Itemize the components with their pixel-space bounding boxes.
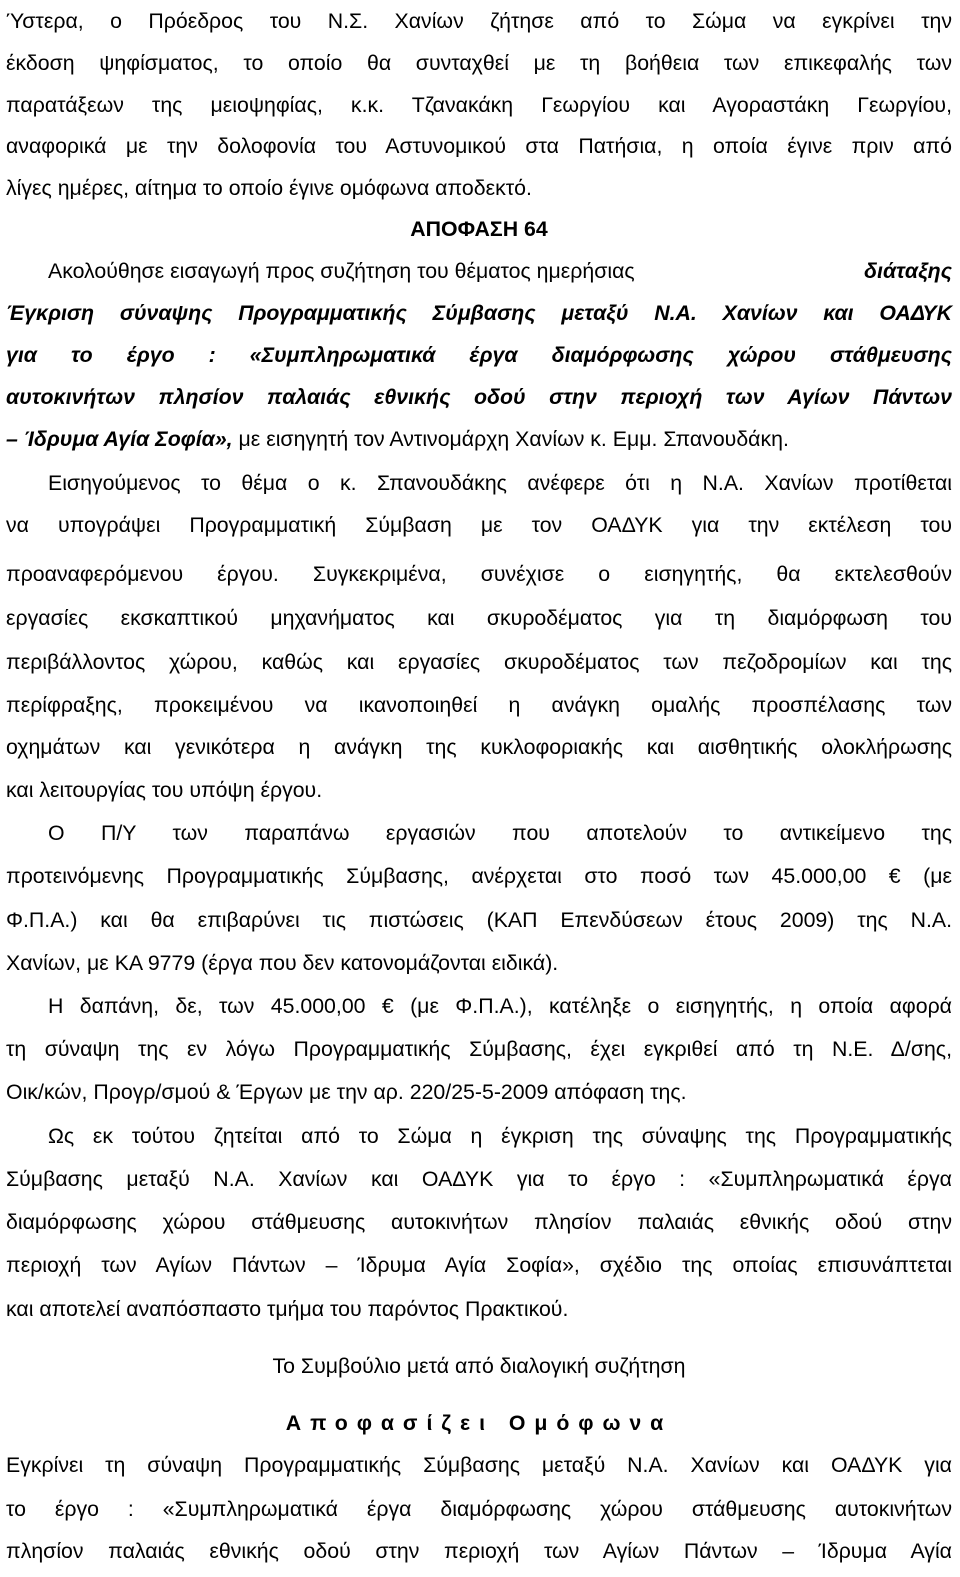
text-fragment: Ακολούθησε εισαγωγή προς συζήτηση του θέματος ημερήσιας	[48, 259, 635, 283]
text-line: Ο Π/Υ των παραπάνω εργασιών που αποτελούν το αντικείμενο της	[48, 821, 952, 845]
text-line: Εισηγούμενος το θέμα ο κ. Σπανουδάκης ανέφερε ότι η Ν.Α. Χανίων προτίθεται	[48, 471, 952, 495]
agenda-intro-line	[6, 250, 952, 292]
text-line: περιβάλλοντος χώρου, καθώς και εργασίες σκυροδέματος των πεζοδρομίων και της	[6, 650, 952, 674]
text-line: Ως εκ τούτου ζητείται από το Σώμα η έγκριση της σύναψης της Προγραμματικής	[48, 1124, 952, 1148]
text-line: το έργο : «Συμπληρωματικά έργα διαμόρφωσης χώρου στάθμευσης αυτοκινήτων	[6, 1497, 952, 1521]
text-line: προαναφερόμενου έργου. Συγκεκριμένα, συνέχισε ο εισηγητής, θα εκτελεσθούν	[6, 562, 952, 586]
decision-heading: Αποφασίζει Ομόφωνα	[285, 1411, 673, 1435]
rapporteur-line	[6, 418, 952, 460]
text-line: Χανίων, με ΚΑ 9779 (έργα που δεν κατονομάζονται ειδικά).	[6, 951, 559, 975]
text-line: και λειτουργίας του υπόψη έργου.	[6, 778, 323, 802]
subject-line: Έγκριση σύναψης Προγραμματικής Σύμβασης μεταξύ Ν.Α. Χανίων και ΟΑΔΥΚ	[6, 301, 952, 325]
text-line: τη σύναψη της εν λόγω Προγραμματικής Σύμβασης, έχει εγκριθεί από τη Ν.Ε. Δ/σης,	[6, 1037, 952, 1061]
text-line: λίγες ημέρες, αίτημα το οποίο έγινε ομόφωνα αποδεκτό.	[6, 176, 532, 200]
text-line: αναφορικά με την δολοφονία του Αστυνομικού στα Πατήσια, η οποία έγινε πριν από	[6, 134, 952, 158]
council-statement: Το Συμβούλιο μετά από διαλογική συζήτηση	[272, 1354, 686, 1378]
subject-line: για το έργο : «Συμπληρωματικά έργα διαμόρφωσης χώρου στάθμευσης	[6, 343, 952, 367]
text-line: Οικ/κών, Προγρ/σμού & Έργων με την αρ. 220/25-5-2009 απόφαση της.	[6, 1080, 687, 1104]
text-line: έκδοση ψηφίσματος, το οποίο θα συνταχθεί με τη βοήθεια των επικεφαλής των	[6, 51, 952, 75]
text-line: Σύμβασης μεταξύ Ν.Α. Χανίων και ΟΑΔΥΚ για το έργο : «Συμπληρωματικά έργα	[6, 1167, 952, 1191]
text-line: διαμόρφωσης χώρου στάθμευσης αυτοκινήτων πλησίον παλαιάς εθνικής οδού στην	[6, 1210, 952, 1234]
text-line: οχημάτων και γενικότερα η ανάγκη της κυκλοφοριακής και αισθητικής ολοκλήρωσης	[6, 735, 952, 759]
text-line: Εγκρίνει τη σύναψη Προγραμματικής Σύμβασης μεταξύ Ν.Α. Χανίων και ΟΑΔΥΚ για	[6, 1453, 952, 1477]
text-line: πλησίον παλαιάς εθνικής οδού στην περιοχή των Αγίων Πάντων – Ίδρυμα Αγία	[6, 1539, 952, 1563]
text-line: προτεινόμενης Προγραμματικής Σύμβασης, ανέρχεται στο ποσό των 45.000,00 € (με	[6, 864, 952, 888]
text-line: Φ.Π.Α.) και θα επιβαρύνει τις πιστώσεις (ΚΑΠ Επενδύσεων έτους 2009) της Ν.Α.	[6, 908, 952, 932]
subject-line: αυτοκινήτων πλησίον παλαιάς εθνικής οδού στην περιοχή των Αγίων Πάντων	[6, 385, 952, 409]
text-line: Η δαπάνη, δε, των 45.000,00 € (με Φ.Π.Α.), κατέληξε ο εισηγητής, η οποία αφορά	[48, 994, 952, 1018]
text-line: περιοχή των Αγίων Πάντων – Ίδρυμα Αγία Σοφία», σχέδιο της οποίας επισυνάπτεται	[6, 1253, 952, 1277]
text-line: εργασίες εκσκαπτικού μηχανήματος και σκυροδέματος για τη διαμόρφωση του	[6, 606, 952, 630]
text-line: Ύστερα, ο Πρόεδρος του Ν.Σ. Χανίων ζήτησε από το Σώμα να εγκρίνει την	[6, 9, 952, 33]
text-fragment-bold: – Ίδρυμα Αγία Σοφία»,	[6, 427, 233, 451]
text-line: παρατάξεων της μειοψηφίας, κ.κ. Τζανακάκη Γεωργίου και Αγοραστάκη Γεωργίου,	[6, 93, 952, 117]
text-fragment: με εισηγητή τον Αντινομάρχη Χανίων κ. Εμμ. Σπανουδάκη.	[232, 427, 789, 451]
text-line: περίφραξης, προκειμένου να ικανοποιηθεί η ανάγκη ομαλής προσπέλασης των	[6, 693, 952, 717]
text-line: να υπογράψει Προγραμματική Σύμβαση με τον ΟΑΔΥΚ για την εκτέλεση του	[6, 513, 952, 537]
text-fragment-bold: διάταξης	[864, 259, 952, 283]
decision-number: ΑΠΟΦΑΣΗ 64	[410, 217, 548, 241]
text-line: και αποτελεί αναπόσπαστο τμήμα του παρόντος Πρακτικού.	[6, 1297, 569, 1321]
